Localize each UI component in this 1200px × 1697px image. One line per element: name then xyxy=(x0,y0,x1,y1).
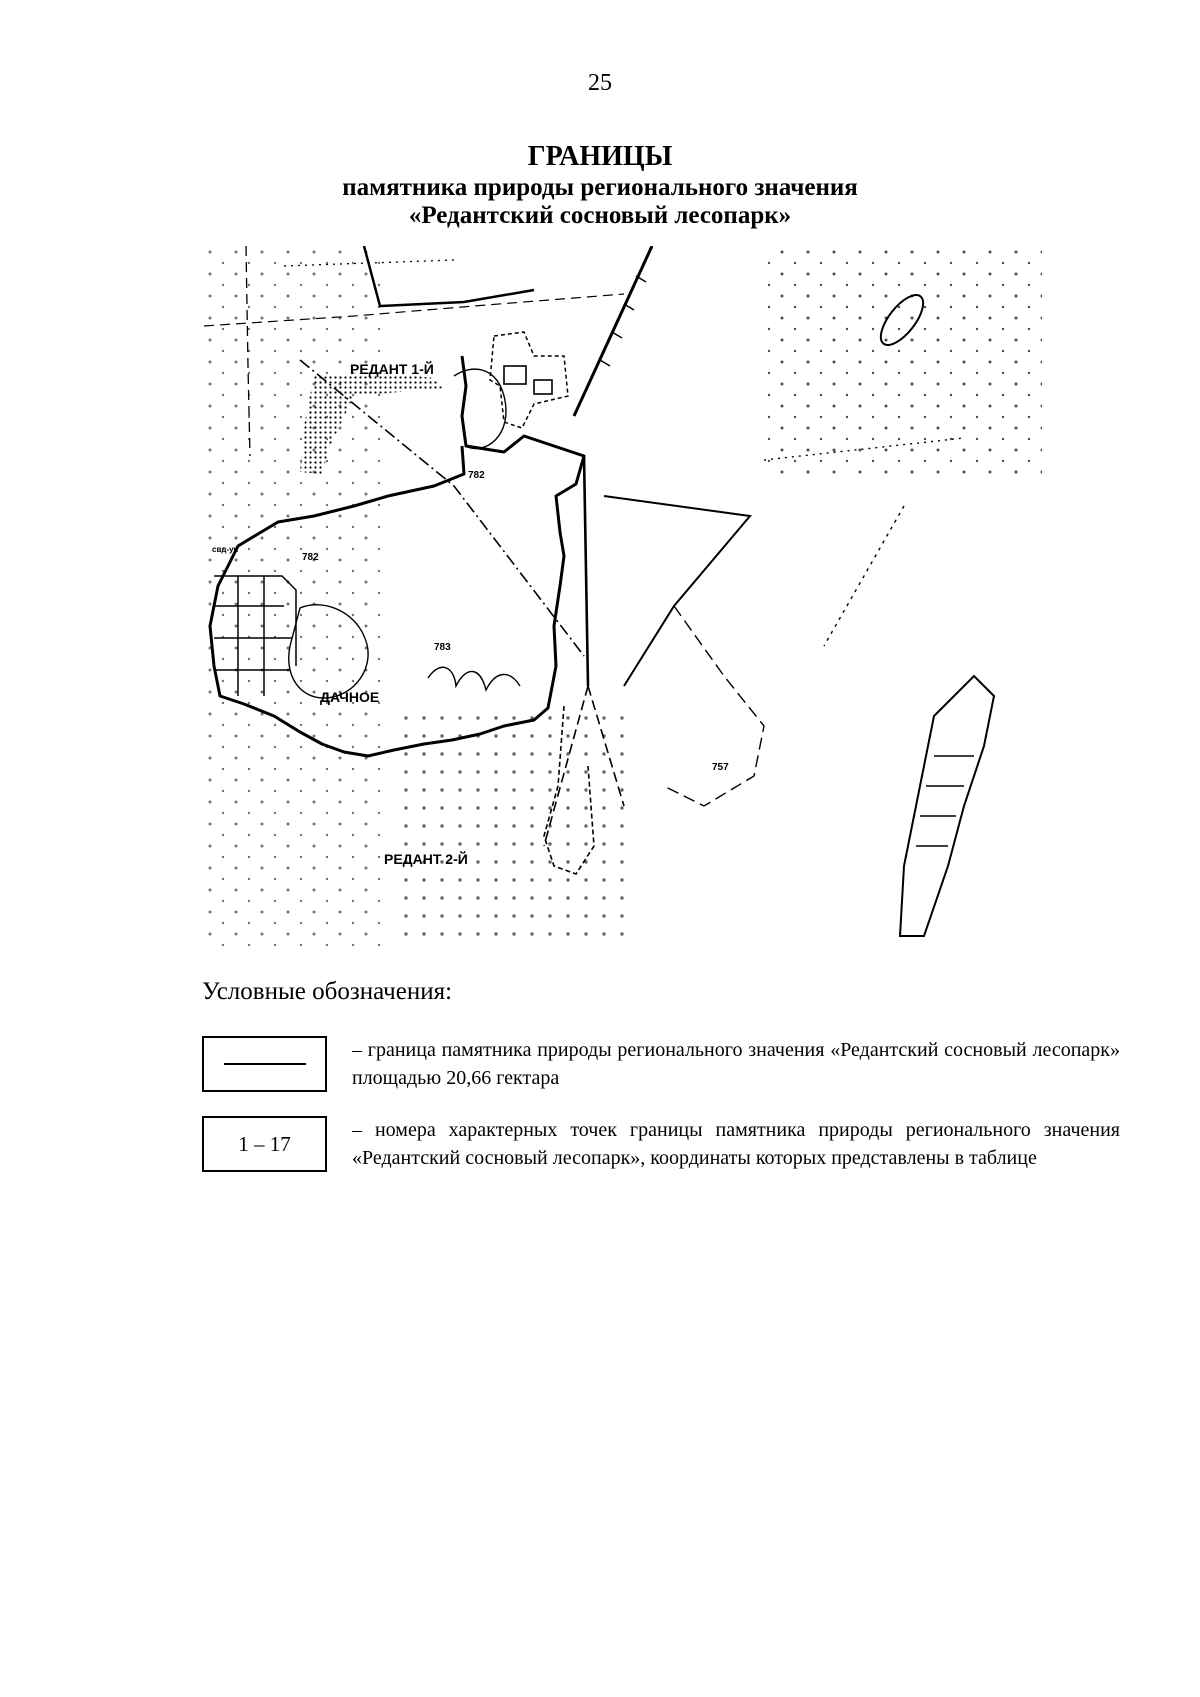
map-survey-line-2 xyxy=(584,456,588,686)
map-label-redant-1: РЕДАНТ 1-Й xyxy=(350,361,434,377)
map-building-b xyxy=(534,380,552,394)
map-district-southeast xyxy=(900,676,994,936)
map-railway-ticks xyxy=(600,276,646,366)
map-svg xyxy=(204,246,1042,946)
map-tree-dots-left xyxy=(204,246,384,946)
map-railway xyxy=(574,246,652,416)
page-subtitle-line-1: памятника природы регионального значения xyxy=(342,174,858,201)
map-tree-dots-south xyxy=(404,716,634,946)
map-label-quarter-757: 757 xyxy=(712,762,729,773)
map-tree-dots-right xyxy=(764,246,1042,476)
map-building-a xyxy=(504,366,526,384)
legend-symbol-boundary xyxy=(202,1036,327,1092)
legend-symbol-points xyxy=(202,1116,327,1172)
legend-point-range: 1 – 17 xyxy=(238,1131,291,1156)
page-subtitle-line-2: «Редантский сосновый лесопарк» xyxy=(408,202,792,229)
map-east-wedge xyxy=(604,496,750,686)
page-title: ГРАНИЦЫ xyxy=(527,141,673,172)
legend-text-boundary: – граница памятника природы регионального значения «Редантский сосновый лесопарк» площадью 20,66 гектара xyxy=(352,1039,1120,1089)
map-label-quarter-782b: 782 xyxy=(302,552,319,563)
boundary-line-icon xyxy=(224,1063,306,1065)
boundary-map xyxy=(204,246,1042,946)
map-buildings-north xyxy=(490,332,568,428)
legend-text-points: – номера характерных точек границы памятника природы регионального значения «Редантский сосновый лесопарк», координаты которых представлены в таблице xyxy=(352,1119,1120,1169)
map-label-quarter-783: 783 xyxy=(434,642,451,653)
page-number: 25 xyxy=(588,70,612,96)
legend-heading: Условные обозначения: xyxy=(202,978,453,1005)
map-label-svd: свд-уч xyxy=(212,545,239,554)
map-label-dachnoe: ДАЧНОЕ xyxy=(320,689,380,705)
map-line-east-diagonal xyxy=(824,506,904,646)
map-label-quarter-782a: 782 xyxy=(468,470,485,481)
map-street-north xyxy=(364,246,534,306)
map-label-redant-2: РЕДАНТ 2-Й xyxy=(384,851,468,867)
title-block xyxy=(0,140,1200,230)
map-east-wedge-dashed xyxy=(664,606,764,806)
map-forest-edge-3 xyxy=(428,667,520,690)
